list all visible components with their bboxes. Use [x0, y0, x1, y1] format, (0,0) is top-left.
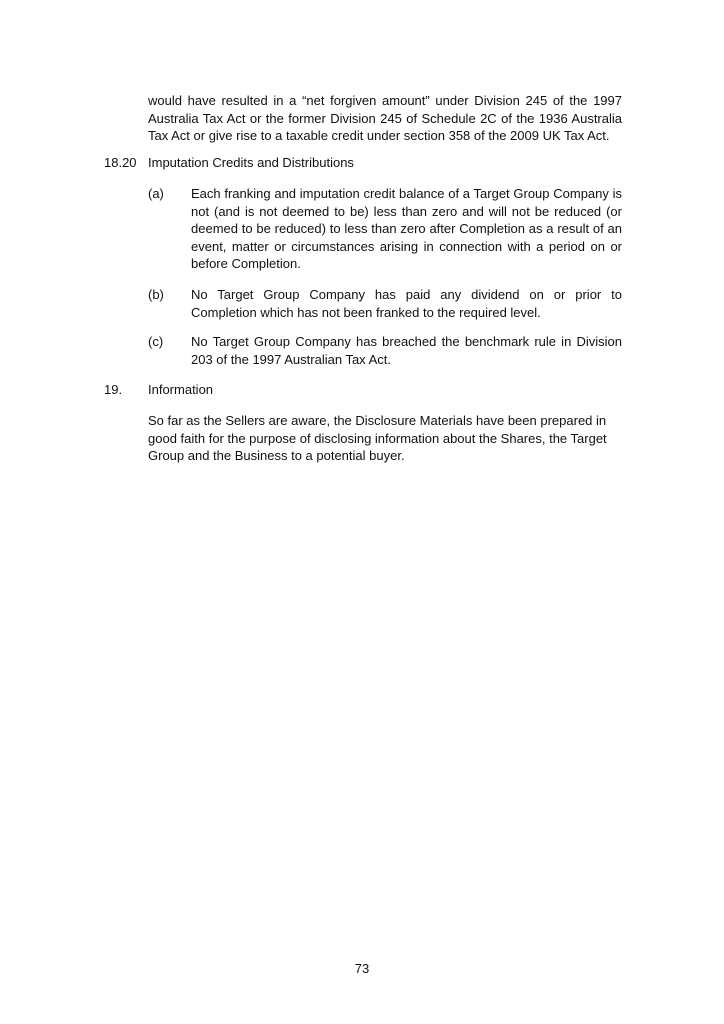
- section-18-20-number: 18.20: [104, 155, 137, 170]
- item-c-text: No Target Group Company has breached the benchmark rule in Division 203 of the 1997 Australian Tax Act.: [191, 334, 622, 367]
- item-a-text: Each franking and imputation credit balance of a Target Group Company is not (and is not deemed to be) less than zero and will not be reduced (or deemed to be reduced) to less than zero after Completion as a result of an event, matter or circumstances arising in connection with a period on or before Completion.: [191, 186, 622, 272]
- section-18-20-title: Imputation Credits and Distributions: [148, 155, 354, 170]
- section-19-number: 19.: [104, 382, 123, 397]
- section-19-paragraph: So far as the Sellers are aware, the Disclosure Materials have been prepared in good faith for the purpose of disclosing information about the Shares, the Target Group and the Business to a potential buyer.: [148, 413, 607, 464]
- item-b-text: No Target Group Company has paid any dividend on or prior to Completion which has not been franked to the required level.: [191, 287, 622, 320]
- section-19-title: Information: [148, 382, 214, 397]
- item-b-label: (b): [148, 287, 164, 302]
- item-a-label: (a): [148, 186, 164, 201]
- item-c-label: (c): [148, 334, 164, 349]
- continuation-paragraph: would have resulted in a “net forgiven amount” under Division 245 of the 1997 Australia Tax Act or the former Division 245 of Schedule 2C of the 1936 Australia Tax Act or give rise to a taxable credit under section 358 of the 2009 UK Tax Act.: [148, 93, 622, 144]
- page-number: 73: [354, 961, 370, 976]
